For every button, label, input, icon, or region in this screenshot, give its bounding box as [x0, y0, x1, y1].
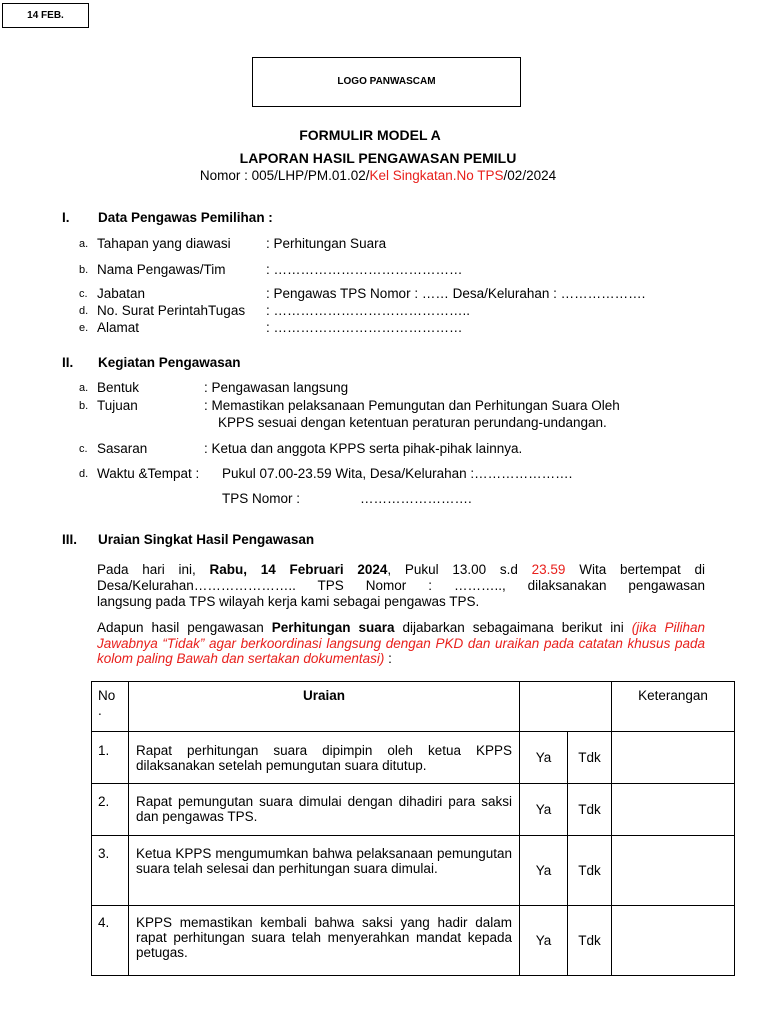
- item-value: : ……………………………………..: [266, 303, 471, 318]
- row-keterangan[interactable]: [612, 836, 735, 906]
- logo-placeholder: LOGO PANWASCAM: [252, 57, 521, 107]
- item-value: : Memastikan pelaksanaan Pemungutan dan Perhitungan Suara Oleh: [204, 398, 620, 413]
- row-keterangan[interactable]: [612, 732, 735, 784]
- header-keterangan: Keterangan: [612, 682, 735, 732]
- text: Pada hari ini,: [97, 562, 210, 577]
- item-label: Tahapan yang diawasi: [97, 236, 231, 251]
- yes-option[interactable]: Ya: [520, 906, 568, 976]
- checklist-table: [91, 681, 735, 976]
- no-option[interactable]: Tdk: [568, 906, 612, 976]
- item-label: Sasaran: [97, 441, 148, 456]
- item-value-continued: KPPS sesuai dengan ketentuan peraturan perundang-undangan.: [218, 415, 607, 430]
- number-prefix: Nomor : 005/LHP/PM.01.02/: [199, 168, 370, 183]
- yes-option[interactable]: Ya: [520, 784, 568, 836]
- number-suffix: /02/2024: [503, 168, 557, 183]
- tps-label: TPS Nomor :: [222, 491, 301, 506]
- section-3-number: III.: [62, 532, 78, 547]
- table-header-row: [92, 682, 735, 732]
- topic-text: Perhitungan suara: [271, 620, 395, 635]
- header-answer: [520, 682, 612, 732]
- item-value: Pukul 07.00-23.59 Wita, Desa/Kelurahan :………………….: [222, 466, 573, 481]
- item-letter: e.: [79, 322, 89, 334]
- item-letter: a.: [79, 382, 89, 394]
- text: :: [384, 651, 392, 666]
- item-label: Nama Pengawas/Tim: [97, 262, 226, 277]
- text: , Pukul 13.00 s.d: [387, 562, 532, 577]
- item-value: : Perhitungan Suara: [266, 236, 387, 251]
- item-label: Alamat: [97, 320, 140, 335]
- row-text: Ketua KPPS mengumumkan bahwa pelaksanaan pemungutan suara telah selesai dan perhitungan suara dimulai.: [129, 836, 520, 906]
- section-2-title: Kegiatan Pengawasan: [98, 355, 241, 370]
- number-placeholder: Kel Singkatan.No TPS: [369, 168, 504, 183]
- row-text: Rapat pemungutan suara dimulai dengan dihadiri para saksi dan pengawas TPS.: [129, 784, 520, 836]
- paragraph-2: [97, 620, 705, 667]
- no-option[interactable]: Tdk: [568, 732, 612, 784]
- item-label: No. Surat PerintahTugas: [97, 303, 246, 318]
- header-no-text: No: [98, 688, 116, 703]
- item-value: : ……………………………………: [266, 262, 463, 277]
- paragraph-1-line-3: langsung pada TPS wilayah kerja kami sebagai pengawas TPS.: [97, 594, 480, 609]
- no-option[interactable]: Tdk: [568, 836, 612, 906]
- header-uraian: Uraian: [129, 682, 520, 732]
- item-label: Waktu &Tempat :: [97, 466, 200, 481]
- yes-option[interactable]: Ya: [520, 836, 568, 906]
- section-1-title: Data Pengawas Pemilihan :: [98, 210, 273, 225]
- item-value: : Pengawas TPS Nomor : …… Desa/Kelurahan : ……………….: [266, 286, 646, 301]
- row-text: KPPS memastikan kembali bahwa saksi yang hadir dalam rapat perhitungan suara telah menyerahkan mandat kepada petugas.: [129, 906, 520, 976]
- header-no-dot: .: [98, 703, 102, 718]
- report-title: LAPORAN HASIL PENGAWASAN PEMILU: [239, 150, 517, 166]
- text: Adapun hasil pengawasan: [97, 620, 272, 635]
- date-box: 14 FEB.: [2, 3, 89, 28]
- row-number: 1.: [92, 732, 129, 784]
- item-letter: c.: [79, 288, 88, 300]
- document-number: [3, 168, 753, 183]
- form-title: FORMULIR MODEL A: [299, 127, 441, 143]
- row-number: 3.: [92, 836, 129, 906]
- end-time: 23.59: [531, 562, 566, 577]
- instruction-note: (jika Pilihan Jawabnya “Tidak” agar berkoordinasi langsung dengan PKD dan uraikan pada catatan khusus pada kolom paling Bawah dan sertakan dokumentasi): [97, 620, 705, 666]
- item-label: Bentuk: [97, 380, 140, 395]
- item-value: : ……………………………………: [266, 320, 463, 335]
- table-row: [92, 906, 735, 976]
- row-number: 2.: [92, 784, 129, 836]
- table-row: [92, 836, 735, 906]
- item-label: Jabatan: [97, 286, 146, 301]
- yes-option[interactable]: Ya: [520, 732, 568, 784]
- item-letter: b.: [79, 264, 89, 276]
- item-letter: d.: [79, 468, 89, 480]
- no-option[interactable]: Tdk: [568, 784, 612, 836]
- item-label: Tujuan: [97, 398, 138, 413]
- tps-value: …………………….: [360, 491, 472, 506]
- paragraph-1-line-2: Desa/Kelurahan………………….. TPS Nomor : ……….., dilaksanakan pengawasan: [97, 578, 705, 593]
- row-keterangan[interactable]: [612, 784, 735, 836]
- item-letter: a.: [79, 238, 89, 250]
- row-keterangan[interactable]: [612, 906, 735, 976]
- section-2-number: II.: [62, 355, 74, 370]
- item-letter: d.: [79, 305, 89, 317]
- header-no: [92, 682, 129, 732]
- text: Wita bertempat di: [565, 562, 705, 577]
- item-letter: c.: [79, 443, 88, 455]
- row-number: 4.: [92, 906, 129, 976]
- table-row: [92, 732, 735, 784]
- table-row: [92, 784, 735, 836]
- item-letter: b.: [79, 400, 89, 412]
- text: dijabarkan sebagaimana berikut ini: [394, 620, 632, 635]
- item-value: : Pengawasan langsung: [204, 380, 349, 395]
- date-text: Rabu, 14 Februari 2024: [209, 562, 388, 577]
- item-value: : Ketua dan anggota KPPS serta pihak-pihak lainnya.: [204, 441, 523, 456]
- section-3-title: Uraian Singkat Hasil Pengawasan: [98, 532, 315, 547]
- paragraph-1-line-1: [97, 562, 705, 578]
- row-text: Rapat perhitungan suara dipimpin oleh ketua KPPS dilaksanakan setelah pemungutan suara ditutup.: [129, 732, 520, 784]
- section-1-number: I.: [62, 210, 70, 225]
